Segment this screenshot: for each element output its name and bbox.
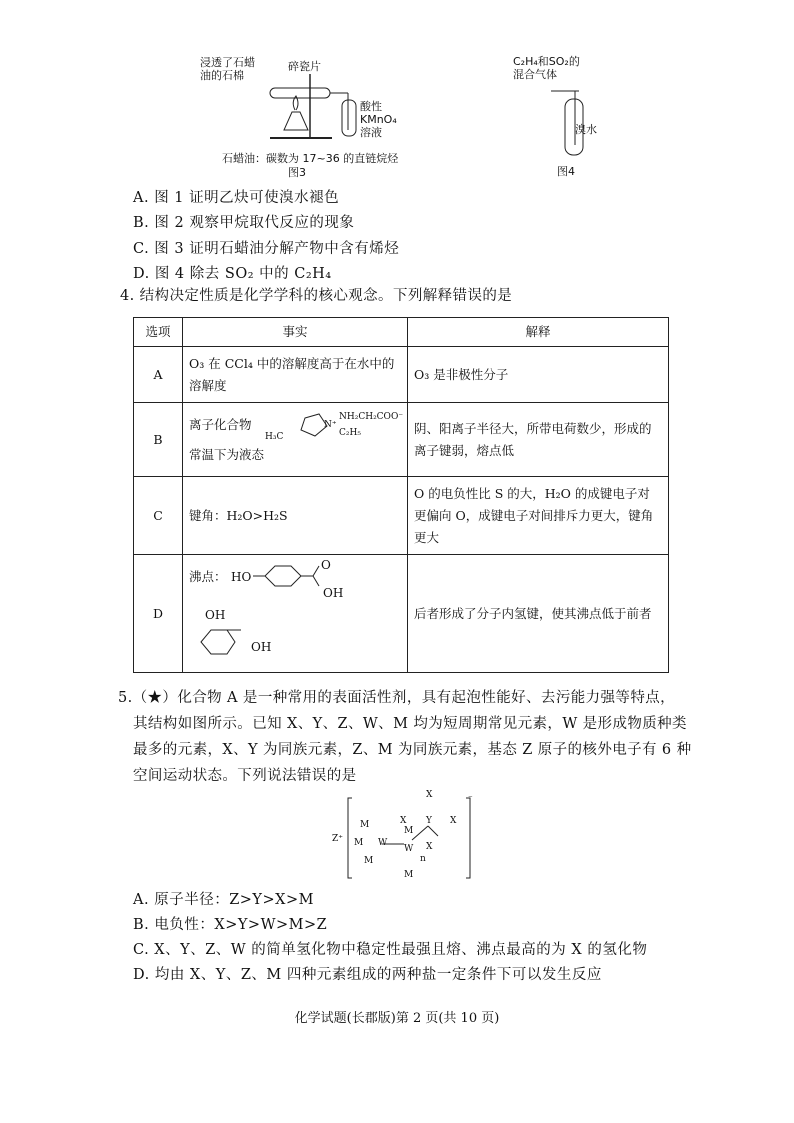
- q5-option-b: B. 电负性：X>Y>W>M>Z: [133, 917, 328, 933]
- row-option: D: [134, 555, 183, 673]
- header-option: 选项: [134, 318, 183, 347]
- fact-pre: 离子化合物: [189, 416, 252, 432]
- struct-w1: W: [378, 838, 388, 848]
- q5-option-a: A. 原子半径：Z>Y>X>M: [133, 892, 314, 908]
- row-explain: 阴、阳离子半径大，所带电荷数少，形成的离子键弱，熔点低: [408, 403, 669, 477]
- fig3-label-reagent: 酸性KMnO₄溶液: [360, 100, 397, 139]
- fig4-caption: 图4: [557, 165, 575, 178]
- struct-m3: M: [364, 856, 374, 866]
- fig3-label-asbestos: 浸透了石蜡油的石棉: [200, 56, 255, 82]
- table-row: [134, 403, 669, 477]
- struct-m5: M: [404, 870, 414, 880]
- struct-c2h5: C₂H₅: [339, 427, 361, 438]
- struct-m4: M: [404, 826, 414, 836]
- struct-x-top: X: [426, 790, 433, 800]
- row-explain: O₃ 是非极性分子: [408, 347, 669, 403]
- q5-line-2: 其结构如图所示。已知 X、Y、Z、W、M 均为短周期常见元素，W 是形成物质种类: [133, 716, 687, 732]
- salicylic-acid: [195, 618, 285, 666]
- q5-brackets: [346, 796, 476, 880]
- fig3-note: 石蜡油：碳数为 17~36 的直链烷烃: [222, 152, 399, 165]
- struct-minus: ⁻: [468, 794, 473, 804]
- q3-option-b: B. 图 2 观察甲烷取代反应的现象: [133, 215, 355, 231]
- q3-option-c: C. 图 3 证明石蜡油分解产物中含有烯烃: [133, 241, 400, 257]
- fact-post: 常温下为液态: [189, 446, 265, 462]
- struct-x-left: X: [400, 816, 407, 826]
- fig3-caption: 图3: [288, 166, 306, 179]
- struct-m1: M: [360, 820, 370, 830]
- row-fact: O₃ 在 CCl₄ 中的溶解度高于在水中的溶解度: [183, 347, 408, 403]
- fig3-label-chips: 碎瓷片: [288, 60, 321, 73]
- fig4-label-water: 溴水: [575, 123, 597, 136]
- q3-option-d: D. 图 4 除去 SO₂ 中的 C₂H₄: [133, 266, 332, 282]
- q5-structure: [330, 790, 480, 882]
- struct-ho: HO: [231, 569, 252, 584]
- q5-line-3: 最多的元素，X、Y 为同族元素，Z、M 为同族元素，基态 Z 原子的核外电子有 6 种: [133, 742, 692, 758]
- row-fact: 键角：H₂O>H₂S: [183, 477, 408, 555]
- table-row: [134, 555, 669, 673]
- q5-option-c: C. X、Y、Z、W 的简单氢化物中稳定性最强且熔、沸点最高的为 X 的氢化物: [133, 942, 648, 958]
- struct-w2: W: [404, 844, 414, 854]
- row-option: A: [134, 347, 183, 403]
- q5-line-1: 5.（★）化合物 A 是一种常用的表面活性剂，具有起泡性能好、去污能力强等特点，: [118, 690, 676, 706]
- row-option: B: [134, 403, 183, 477]
- struct-n: n: [420, 854, 426, 864]
- table-row: [134, 477, 669, 555]
- row-option: C: [134, 477, 183, 555]
- table-row: [134, 347, 669, 403]
- struct-oh: OH: [323, 585, 344, 600]
- struct-m2: M: [354, 838, 364, 848]
- q5-option-d: D. 均由 X、Y、Z、M 四种元素组成的两种盐一定条件下可以发生反应: [133, 967, 602, 983]
- figure-3: [200, 50, 420, 179]
- struct-oh-ortho: OH: [205, 607, 226, 622]
- struct-nplus: N⁺: [324, 419, 337, 430]
- figure-4: [505, 55, 625, 178]
- struct-o: O: [321, 557, 331, 572]
- q4-stem: 4. 结构决定性质是化学学科的核心观念。下列解释错误的是: [120, 288, 513, 304]
- row-fact: [183, 555, 408, 673]
- struct-nh: NH₂CH₂COO⁻: [339, 411, 404, 422]
- q5-line-4: 空间运动状态。下列说法错误的是: [133, 768, 357, 784]
- header-explain: 解释: [408, 318, 669, 347]
- table-header-row: [134, 318, 669, 347]
- struct-x-right: X: [450, 816, 457, 826]
- row-explain: 后者形成了分子内氢键，使其沸点低于前者: [408, 555, 669, 673]
- struct-y: Y: [426, 816, 432, 826]
- fig3-apparatus: [262, 70, 372, 140]
- q3-option-a: A. 图 1 证明乙炔可使溴水褪色: [133, 190, 340, 206]
- struct-oh-acid: OH: [251, 639, 272, 654]
- row-fact: [183, 403, 408, 477]
- struct-x-bottom: X: [426, 842, 433, 852]
- q4-table: [133, 317, 669, 673]
- fig4-label-gas: C₂H₄和SO₂的混合气体: [513, 55, 580, 81]
- struct-ch3: H₃C: [265, 431, 284, 442]
- row-explain: O 的电负性比 S 的大，H₂O 的成键电子对更偏向 O，成键电子对间排斥力更大，键角更大: [408, 477, 669, 555]
- fact-boiling: 沸点：: [189, 568, 227, 584]
- header-fact: 事实: [183, 318, 408, 347]
- page-footer: 化学试题(长郡版)第 2 页(共 10 页): [294, 1011, 500, 1026]
- struct-z: Z⁺: [332, 834, 344, 844]
